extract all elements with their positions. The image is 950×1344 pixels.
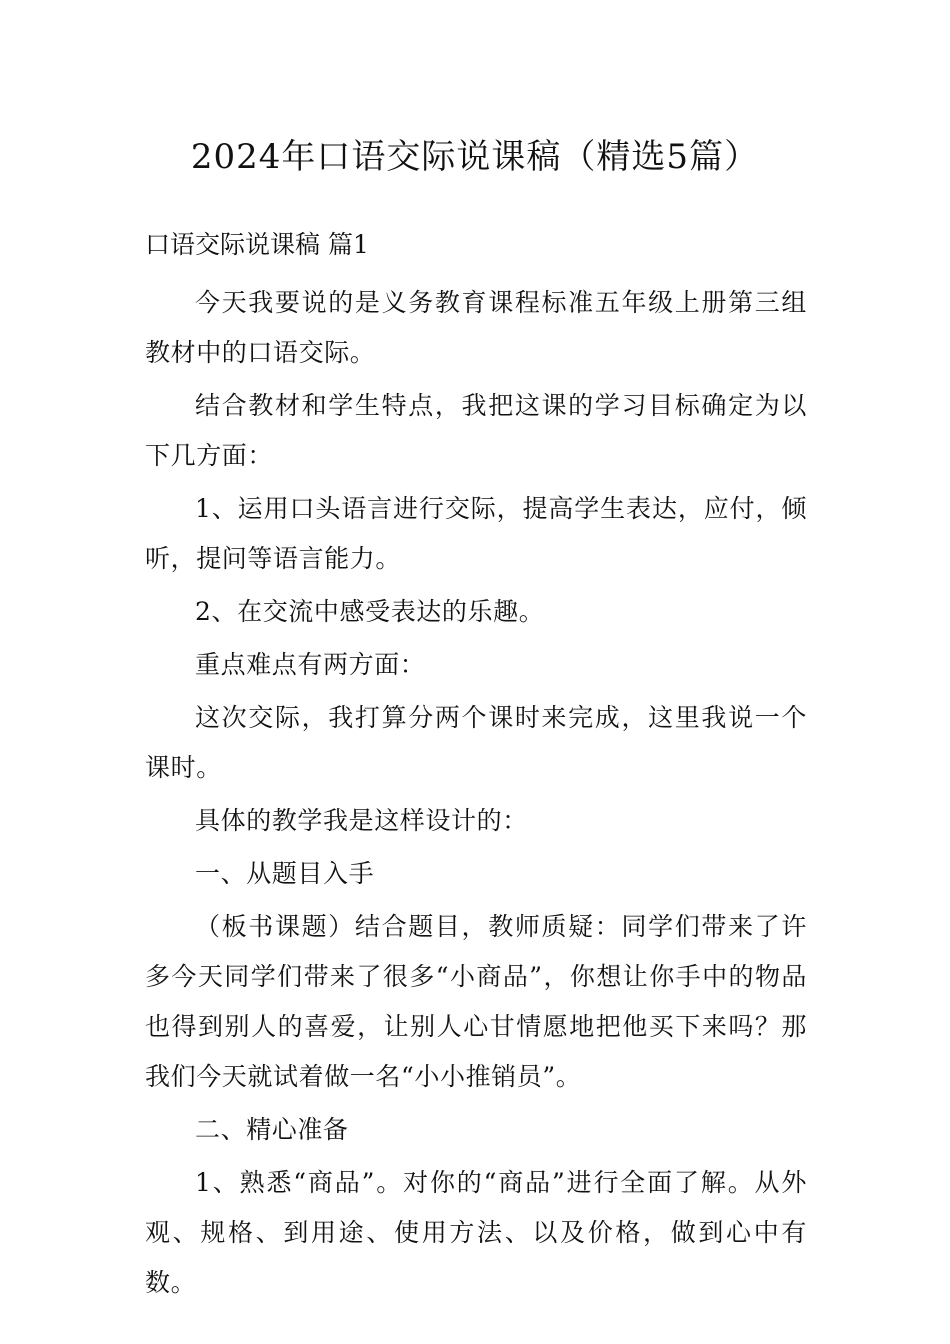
paragraph: 一、从题目入手 [195, 859, 375, 888]
paragraph: 重点难点有两方面： [195, 650, 426, 679]
paragraph: （板书课题）结合题目，教师质疑：同学们带来了许多今天同学们带来了很多“小商品”，你想让你手中的物品也得到别人的喜爱，让别人心甘情愿地把他买下来吗？那我们今天就试着做一名“小小推销员”。 [145, 912, 807, 1091]
paragraph: 这次交际，我打算分两个课时来完成，这里我说一个课时。 [145, 703, 807, 782]
paragraph: 结合教材和学生特点，我把这课的学习目标确定为以下几方面： [145, 391, 807, 470]
document-body [145, 278, 807, 1311]
document-title: 2024年口语交际说课稿（精选5篇） [190, 137, 760, 177]
paragraph: 具体的教学我是这样设计的： [195, 806, 528, 835]
paragraph: 1、运用口头语言进行交际，提高学生表达，应付，倾听，提问等语言能力。 [145, 494, 807, 573]
paragraph: 2、在交流中感受表达的乐趣。 [195, 597, 545, 626]
paragraph: 今天我要说的是义务教育课程标准五年级上册第三组教材中的口语交际。 [145, 288, 807, 367]
section-heading: 口语交际说课稿 篇1 [145, 230, 369, 259]
paragraph: 二、精心准备 [195, 1115, 349, 1144]
paragraph: 1、熟悉“商品”。对你的“商品”进行全面了解。从外观、规格、到用途、使用方法、以及价格，做到心中有数。 [145, 1168, 807, 1297]
